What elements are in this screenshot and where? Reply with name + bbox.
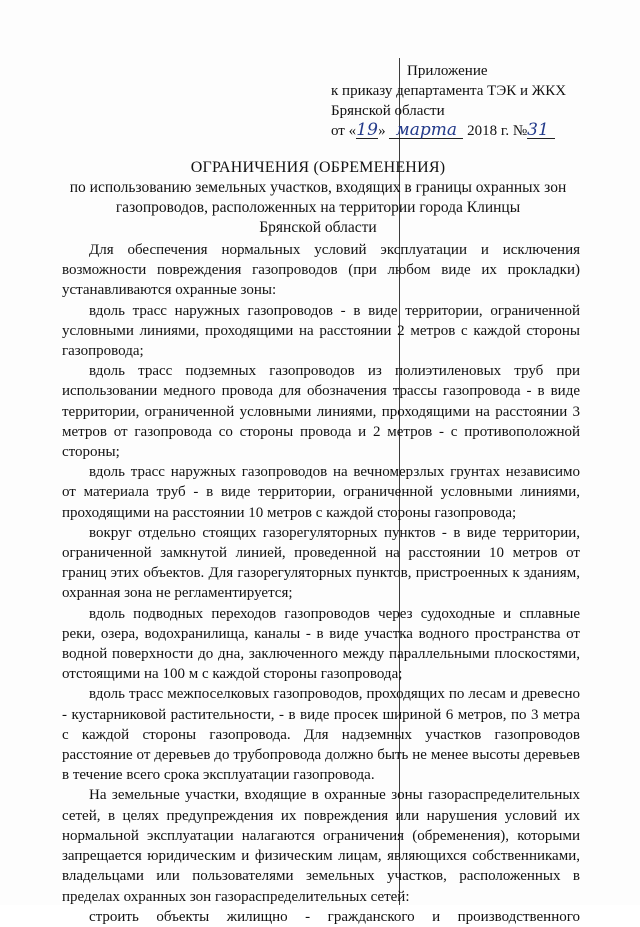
document-subtitle-line-1: по использованию земельных участков, входящих в границы охранных зон	[69, 179, 567, 196]
paragraph-intro: Для обеспечения нормальных условий эксплуатации и исключения возможности повреждения газопроводов (при любом виде их прокладки) устанавливаются охранные зоны:	[62, 242, 580, 299]
document-subtitle-line-2: газопроводов, расположенных на территории города Клинцы	[115, 199, 521, 216]
document-subtitle-line-3: Брянской области	[259, 219, 377, 236]
date-suffix: 2018 г. №	[467, 123, 528, 139]
document-title: ОГРАНИЧЕНИЯ (ОБРЕМЕНЕНИЯ)	[190, 159, 446, 176]
date-mid: »	[378, 123, 386, 139]
approval-title: Приложение	[407, 63, 488, 79]
paragraph-underwater-crossings: вдоль подводных переходов газопроводов через судоходные и сплавные реки, озера, водохранилища, каналы - в виде участка водного пространства от водной поверхности до дна, заключенного между параллельными плоскостями, отстоящими на 100 м с каждой стороны газопровода;	[62, 605, 580, 683]
handwritten-month: марта	[389, 122, 463, 139]
date-prefix: от «	[331, 123, 357, 139]
paragraph-outdoor-pipelines: вдоль трасс наружных газопроводов - в виде территории, ограниченной условными линиями, проходящими на расстоянии 2 метров с каждой стороны газопровода;	[62, 302, 580, 360]
handwritten-order-number: 31	[527, 122, 555, 139]
document-heading	[56, 158, 580, 238]
paragraph-intersettlement-pipelines: вдоль трасс межпоселковых газопроводов, проходящих по лесам и древесно - кустарниковой растительности, - в виде просек шириной 6 метров, по 3 метра с каждой стороны газопровода. Для надземных участков газопроводов расстояние от деревьев до трубопровода должно быть не менее высоты деревьев в течение всего срока эксплуатации газопровода.	[62, 686, 580, 784]
handwritten-day: 19	[356, 120, 378, 140]
paragraph-permafrost-pipelines: вдоль трасс наружных газопроводов на вечномерзлых грунтах независимо от материала труб - в виде территории, ограниченной условными линиями, проходящими на расстоянии 10 метров с каждой стороны газопровода;	[62, 464, 580, 521]
paragraph-underground-pipelines: вдоль трасс подземных газопроводов из полиэтиленовых труб при использовании медного провода для обозначения трассы газопровода - в виде территории, ограниченной условными линиями, проходящими на расстоянии 3 метров от газопровода со стороны провода и 2 метров - с противоположной стороны;	[62, 363, 580, 461]
approval-order-line: к приказу департамента ТЭК и ЖКХ	[331, 83, 567, 99]
paragraph-regulator-points: вокруг отдельно стоящих газорегуляторных пунктов - в виде территории, ограниченной замкнутой линией, проведенной на расстоянии 10 метров от границ этих объектов. Для газорегуляторных пунктов, пристроенных к зданиям, охранная зона не регламентируется;	[62, 524, 580, 602]
paragraph-prohibited-construction: строить объекты жилищно - гражданского и производственного	[89, 908, 580, 925]
approval-region-line: Брянской области	[331, 103, 445, 119]
approval-date-line	[331, 121, 591, 141]
paragraph-restrictions: На земельные участки, входящие в охранные зоны газораспределительных сетей, в целях предупреждения их повреждения или нарушения условий их нормальной эксплуатации налагаются ограничения (обременения), которыми запрещается юридическим и физическим лицам, являющихся собственниками, владельцами или пользователями земельных участков, расположенных в пределах охранных зон газораспределительных сетей:	[62, 787, 580, 905]
document-body	[62, 240, 580, 927]
approval-block	[331, 61, 591, 141]
